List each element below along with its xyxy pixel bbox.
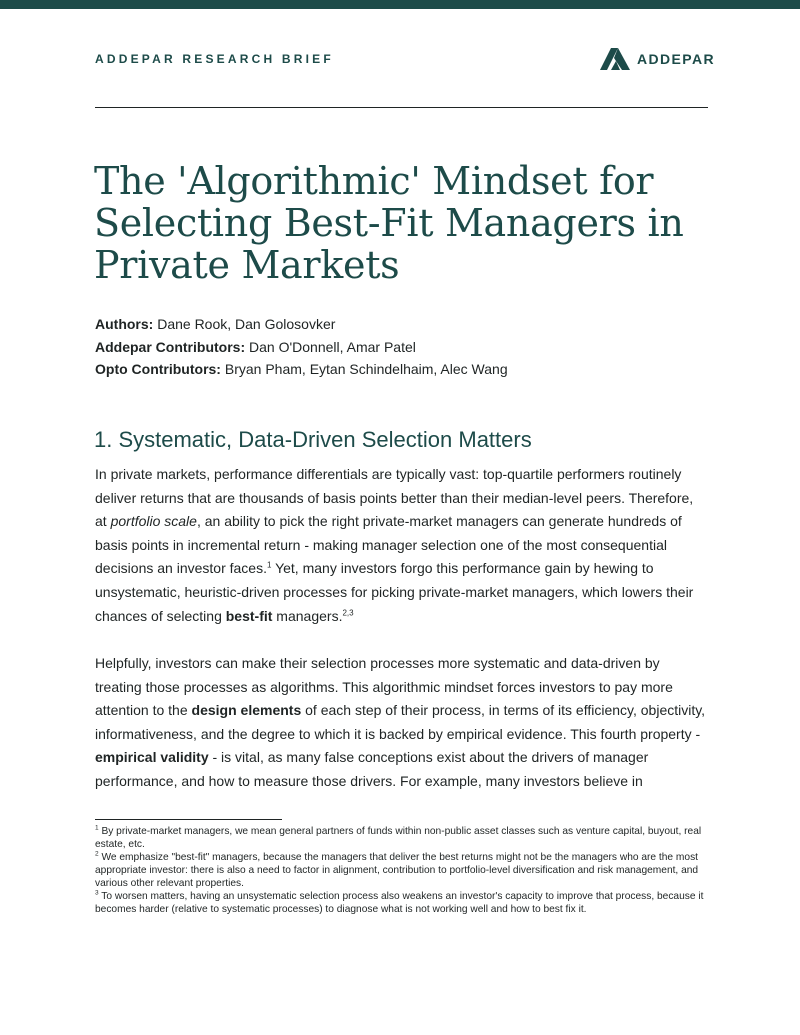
header-divider: [95, 107, 708, 108]
top-color-bar: [0, 0, 800, 9]
authors-label: Authors:: [95, 316, 154, 332]
p2-text-b: of each step of their process, in terms of its efficiency, objectivity, informativeness, and the degree to which it is backed by empirical evidence. This fourth property -: [95, 702, 706, 742]
p1-text-d: managers.: [272, 607, 343, 624]
paragraph-1: [95, 463, 707, 628]
p1-strong: best-fit: [225, 607, 273, 624]
footnote-1-number: 1: [95, 824, 99, 832]
opto-contributors-line: [95, 358, 508, 381]
footnote-2-text: We emphasize "best-fit" managers, because the managers that deliver the best returns might not be the managers who are the most appropriate investor: there is also a need to factor in alignment, contribution to portfolio-level diversification and risk management, and various other relevant properties.: [95, 852, 699, 889]
p2-strong-validity: empirical validity: [95, 749, 209, 766]
footnote-3: [95, 890, 707, 916]
p2-text-c: - is vital, as many false conceptions exist about the drivers of manager performance, and how to measure those drivers. For example, many investors believe in: [95, 749, 649, 789]
addepar-contributors-label: Addepar Contributors:: [95, 338, 246, 355]
authors-line: [95, 313, 508, 336]
addepar-logo-icon: [600, 48, 630, 70]
footnote-2: [95, 851, 707, 890]
footnote-3-number: 3: [95, 889, 99, 897]
addepar-logo: [600, 47, 715, 71]
brief-label: ADDEPAR RESEARCH BRIEF: [95, 52, 334, 66]
p1-text-b: , an ability to pick the right private-market managers can generate hundreds of basis points in incremental return - making manager selection one of the most consequential decisions an investor faces.: [95, 513, 682, 577]
paragraph-2: [95, 652, 707, 794]
footnote-1-text: By private-market managers, we mean general partners of funds within non-public asset classes such as venture capital, buyout, real estate, etc.: [95, 826, 702, 850]
opto-contributors-names: Bryan Pham, Eytan Schindelhaim, Alec Wang: [220, 361, 508, 377]
footnote-ref-1[interactable]: 1: [266, 560, 272, 570]
logo-text: ADDEPAR: [637, 51, 715, 67]
p1-text-a: In private markets, performance differentials are typically vast: top-quartile performers routinely deliver returns that are thousands of basis points better than their median-level peers. Therefore, at: [95, 466, 694, 530]
page-title: The 'Algorithmic' Mindset for Selecting Best-Fit Managers in Private Markets: [94, 159, 684, 287]
footnote-divider: [95, 819, 282, 820]
p1-text-c: Yet, many investors forgo this performance gain by hewing to unsystematic, heuristic-driven processes for picking private-market managers, which lowers their chances of selecting: [95, 560, 694, 624]
opto-contributors-label: Opto Contributors:: [95, 361, 221, 377]
footnote-1: [95, 825, 707, 851]
footnote-3-text: To worsen matters, having an unsystematic selection process also weakens an investor's capacity to improve that process, because it becomes harder (relative to systematic processes) to diagnose what is not working well and how to best fix it.: [95, 891, 704, 915]
p1-emphasis: portfolio scale: [110, 513, 197, 530]
p2-strong-design: design elements: [191, 702, 302, 719]
addepar-contributors-names: Dan O'Donnell, Amar Patel: [245, 338, 416, 355]
footnote-2-number: 2: [95, 850, 99, 858]
addepar-contributors-line: [95, 336, 508, 359]
footnotes: [95, 825, 707, 916]
credits-block: [95, 313, 508, 381]
authors-names: Dane Rook, Dan Golosovker: [153, 316, 336, 332]
section-heading: 1. Systematic, Data-Driven Selection Matters: [94, 427, 532, 452]
p2-text-a: Helpfully, investors can make their selection processes more systematic and data-driven by treating those processes as algorithms. This algorithmic mindset forces investors to pay more attention to the: [95, 655, 673, 719]
footnote-ref-2-3[interactable]: 2,3: [342, 607, 354, 617]
